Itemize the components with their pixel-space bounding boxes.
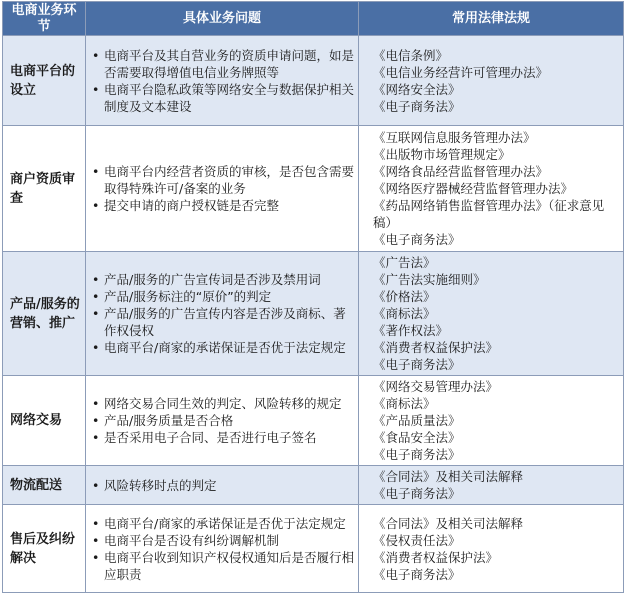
laws-cell <box>359 126 624 252</box>
issue-item: • 产品/服务质量是否合格 <box>90 412 354 429</box>
issue-item: • 风险转移时点的判定 <box>90 477 354 494</box>
law-item: 《产品质量法》 <box>373 413 461 428</box>
issue-item: • 产品/服务的广告宣传词是否涉及禁用词 <box>90 271 354 288</box>
table-row <box>3 36 624 126</box>
table-row <box>3 126 624 252</box>
law-item: 《商标法》 <box>373 396 436 411</box>
issue-item: • 电商平台内经营者资质的审核，是否包含需要取得特殊许可/备案的业务 <box>90 163 354 197</box>
law-item: 《电信条例》 <box>373 47 449 63</box>
issue-item: • 电商平台收到知识产权侵权通知后是否履行相应职责 <box>90 549 354 583</box>
laws-cell <box>359 36 624 126</box>
law-item: 《合同法》及相关司法解释 <box>373 469 524 484</box>
issue-item: • 电商平台是否设有纠纷调解机制 <box>90 532 354 549</box>
issues-cell <box>86 505 359 593</box>
issues-cell <box>86 252 359 376</box>
table-row <box>3 376 624 466</box>
law-item: 《互联网信息服务管理办法》 <box>373 130 536 145</box>
law-item: 《食品安全法》 <box>373 430 461 445</box>
law-item: 《网络医疗器械经营监督管理办法》 <box>373 181 574 196</box>
law-item: 《电子商务法》 <box>373 357 461 372</box>
law-item: 《网络食品经营监督管理办法》 <box>373 164 549 179</box>
law-item: 《广告法》 <box>373 255 436 270</box>
law-item: 《合同法》及相关司法解释 <box>373 515 524 531</box>
header-stage: 电商业务环节 <box>3 2 86 36</box>
stage-cell: 电商平台的设立 <box>3 36 86 126</box>
stage-cell: 售后及纠纷解决 <box>3 505 86 593</box>
table-header-row <box>3 2 624 36</box>
table-row <box>3 505 624 593</box>
issue-item: • 提交申请的商户授权链是否完整 <box>90 197 354 214</box>
law-item: 《著作权法》 <box>373 323 449 338</box>
header-laws: 常用法律法规 <box>359 2 624 36</box>
table-row <box>3 252 624 376</box>
header-issues: 具体业务问题 <box>86 2 359 36</box>
issue-item: • 产品/服务标注的“原价”的判定 <box>90 288 354 305</box>
law-item: 《电子商务法》 <box>373 232 461 247</box>
stage-cell: 产品/服务的营销、推广 <box>3 252 86 376</box>
table-row <box>3 466 624 505</box>
law-item: 《价格法》 <box>373 289 436 304</box>
law-item: 《电子商务法》 <box>373 486 461 501</box>
law-item: 《侵权责任法》 <box>373 532 461 548</box>
law-item: 《网络安全法》 <box>373 81 461 97</box>
issues-cell <box>86 466 359 505</box>
law-item: 《电子商务法》 <box>373 566 461 582</box>
law-item: 《网络交易管理办法》 <box>373 379 499 394</box>
issue-item: • 网络交易合同生效的判定、风险转移的规定 <box>90 395 354 412</box>
issue-item: • 电商平台/商家的承诺保证是否优于法定规定 <box>90 339 354 356</box>
law-item: 《消费者权益保护法》 <box>373 340 499 355</box>
laws-cell <box>359 252 624 376</box>
law-item: 《电子商务法》 <box>373 447 461 462</box>
issues-cell <box>86 36 359 126</box>
issues-cell <box>86 126 359 252</box>
laws-cell <box>359 466 624 505</box>
ecommerce-law-table <box>2 1 624 593</box>
issue-item: • 电商平台及其自营业务的资质申请问题，如是否需要取得增值电信业务牌照等 <box>90 47 354 81</box>
law-item: 《广告法实施细则》 <box>373 272 486 287</box>
issue-item: • 电商平台隐私政策等网络安全与数据保护相关制度及文本建设 <box>90 81 354 115</box>
laws-cell <box>359 376 624 466</box>
law-item: 《电信业务经营许可管理办法》 <box>373 64 549 80</box>
law-item: 《出版物市场管理规定》 <box>373 147 511 162</box>
issue-item: • 是否采用电子合同、是否进行电子签名 <box>90 429 354 446</box>
laws-cell <box>359 505 624 593</box>
stage-cell: 物流配送 <box>3 466 86 505</box>
law-item: 《商标法》 <box>373 306 436 321</box>
issue-item: • 产品/服务的广告宣传内容是否涉及商标、著作权侵权 <box>90 305 354 339</box>
issues-cell <box>86 376 359 466</box>
stage-cell: 网络交易 <box>3 376 86 466</box>
stage-cell: 商户资质审查 <box>3 126 86 252</box>
law-item: 《电子商务法》 <box>373 98 461 114</box>
issue-item: • 电商平台/商家的承诺保证是否优于法定规定 <box>90 515 354 532</box>
law-item: 《消费者权益保护法》 <box>373 549 499 565</box>
law-item: 《药品网络销售监督管理办法》（征求意见稿） <box>373 198 605 230</box>
